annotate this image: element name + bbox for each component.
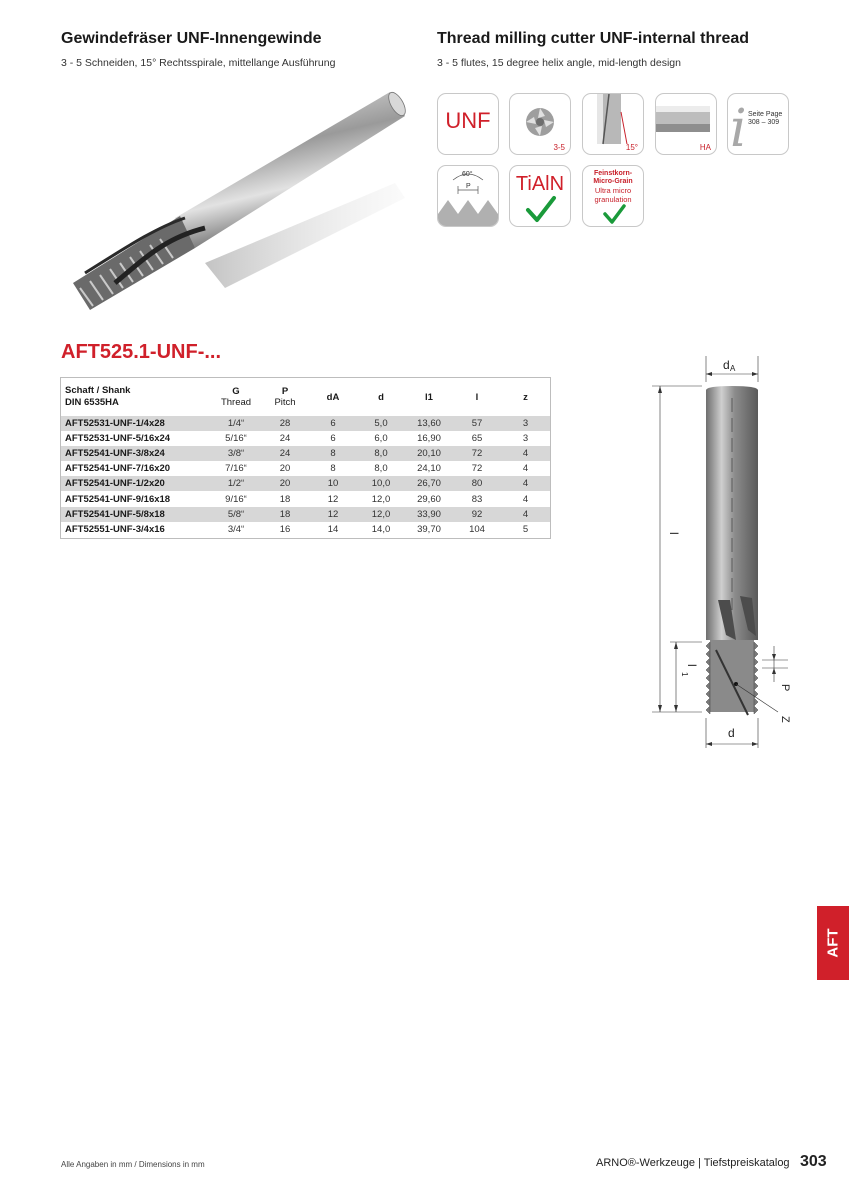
cell-d: 8,0 bbox=[374, 463, 388, 475]
helix-angle-icon: 15° bbox=[582, 93, 644, 155]
cell-p: 20 bbox=[261, 476, 309, 491]
cell-l: 80 bbox=[453, 476, 501, 491]
svg-text:i: i bbox=[730, 99, 747, 156]
cell-d: 8,0 bbox=[357, 446, 405, 461]
cell-l: 57 bbox=[453, 416, 501, 431]
cell-l: 83 bbox=[471, 493, 483, 505]
col-pitch: P Pitch bbox=[274, 386, 296, 408]
subtitle-german: 3 - 5 Schneiden, 15° Rechtsspirale, mittellange Ausführung bbox=[61, 57, 336, 69]
dim-l1-sub: 1 bbox=[680, 672, 689, 677]
dim-da-sub: A bbox=[730, 364, 736, 373]
cell-l1: 20,10 bbox=[405, 446, 453, 461]
dim-d-label: d bbox=[728, 726, 735, 740]
angle-label: 60° bbox=[462, 171, 473, 178]
cell-da: 8 bbox=[309, 446, 357, 461]
cell-da: 12 bbox=[309, 507, 357, 522]
table-row bbox=[61, 522, 550, 537]
cell-d: 12,0 bbox=[357, 507, 405, 522]
subtitle-english: 3 - 5 flutes, 15 degree helix angle, mid-length design bbox=[437, 57, 681, 69]
cell-z: 3 bbox=[522, 433, 529, 445]
cell-da: 14 bbox=[327, 523, 339, 535]
table-row bbox=[61, 491, 550, 506]
cell-z: 4 bbox=[501, 476, 550, 491]
dim-l-label: l bbox=[667, 532, 681, 535]
product-series-title: AFT525.1-UNF-... bbox=[61, 341, 222, 363]
dim-da-label: d bbox=[723, 358, 730, 372]
cell-g: 5/16“ bbox=[225, 433, 247, 445]
footer-catalog-name: ARNO®-Werkzeuge | Tiefstpreiskatalog bbox=[596, 1157, 790, 1169]
unf-standard-icon: UNF bbox=[437, 93, 499, 155]
cell-da: 8 bbox=[330, 463, 336, 475]
thread-profile-icon bbox=[437, 165, 499, 227]
cell-d: 12,0 bbox=[371, 493, 391, 505]
section-tab-aft[interactable]: AFT bbox=[817, 906, 849, 980]
cell-g: 3/4“ bbox=[227, 523, 245, 535]
cell-d: 6,0 bbox=[374, 433, 388, 445]
col-thread: G Thread bbox=[220, 386, 252, 408]
product-table bbox=[60, 377, 551, 539]
cell-name: AFT52531-UNF-1/4x28 bbox=[61, 416, 211, 431]
cell-g: 1/2“ bbox=[211, 476, 261, 491]
cell-p: 28 bbox=[261, 416, 309, 431]
title-english: Thread milling cutter UNF-internal thread bbox=[437, 30, 750, 47]
col-l1: l1 bbox=[425, 391, 433, 403]
dim-l1-label: l bbox=[685, 664, 699, 667]
cell-name: AFT52541-UNF-5/8x18 bbox=[61, 507, 211, 522]
cell-d: 5,0 bbox=[357, 416, 405, 431]
checkmark-icon bbox=[528, 198, 554, 220]
cell-l1: 33,90 bbox=[405, 507, 453, 522]
dim-p-label: P bbox=[779, 684, 791, 692]
page-number: 303 bbox=[800, 1153, 827, 1170]
footer-dimensions-note: Alle Angaben in mm / Dimensions in mm bbox=[61, 1160, 205, 1169]
cell-z: 3 bbox=[501, 416, 550, 431]
table-row bbox=[61, 507, 550, 522]
table-row bbox=[61, 461, 550, 476]
cell-l1: 26,70 bbox=[405, 476, 453, 491]
cell-z: 4 bbox=[501, 446, 550, 461]
title-german: Gewindefräser UNF-Innengewinde bbox=[61, 30, 322, 47]
cell-l1: 13,60 bbox=[405, 416, 453, 431]
cell-p: 18 bbox=[279, 493, 291, 505]
cell-da: 12 bbox=[327, 493, 339, 505]
cell-name: AFT52531-UNF-5/16x24 bbox=[65, 433, 171, 445]
table-header-row bbox=[61, 378, 550, 416]
cell-l: 65 bbox=[471, 433, 483, 445]
tool-photo bbox=[55, 88, 415, 318]
cell-z: 4 bbox=[522, 493, 529, 505]
cell-l1: 39,70 bbox=[417, 523, 441, 535]
cell-z: 5 bbox=[522, 523, 529, 535]
cell-l: 104 bbox=[469, 523, 485, 535]
dim-z-label: Z bbox=[779, 716, 791, 723]
coating-icon: TiAlN bbox=[509, 165, 571, 227]
cell-name: AFT52541-UNF-3/8x24 bbox=[61, 446, 211, 461]
col-l: l bbox=[475, 391, 479, 403]
cell-d: 14,0 bbox=[371, 523, 391, 535]
cell-p: 24 bbox=[279, 433, 291, 445]
technical-drawing bbox=[640, 350, 840, 760]
cell-l: 72 bbox=[453, 446, 501, 461]
col-da: dA bbox=[326, 391, 340, 403]
cell-g: 5/8“ bbox=[211, 507, 261, 522]
cell-p: 24 bbox=[261, 446, 309, 461]
cell-l1: 16,90 bbox=[417, 433, 441, 445]
cell-g: 9/16“ bbox=[225, 493, 247, 505]
cell-z: 4 bbox=[522, 463, 529, 475]
cell-da: 6 bbox=[330, 433, 336, 445]
micro-grain-icon: Feinstkorn- Micro-Grain Ultra micro granulation bbox=[582, 165, 644, 227]
info-page-icon: i Seite Page 308 – 309 bbox=[727, 93, 789, 155]
col-shank: Schaft / Shank DIN 6535HA bbox=[65, 385, 131, 408]
cell-name: AFT52541-UNF-9/16x18 bbox=[65, 493, 171, 505]
shank-ha-icon: HA bbox=[655, 93, 717, 155]
cell-l1: 29,60 bbox=[417, 493, 441, 505]
cell-name: AFT52541-UNF-1/2x20 bbox=[61, 476, 211, 491]
cell-l: 92 bbox=[453, 507, 501, 522]
cell-l1: 24,10 bbox=[417, 463, 441, 475]
cell-g: 3/8“ bbox=[211, 446, 261, 461]
cell-d: 10,0 bbox=[357, 476, 405, 491]
cell-z: 4 bbox=[501, 507, 550, 522]
flutes-icon: 3-5 bbox=[509, 93, 571, 155]
table-row bbox=[61, 416, 550, 431]
cell-name: AFT52541-UNF-7/16x20 bbox=[65, 463, 171, 475]
table-row bbox=[61, 446, 550, 461]
checkmark-icon bbox=[605, 206, 624, 222]
cell-g: 1/4“ bbox=[211, 416, 261, 431]
table-row bbox=[61, 476, 550, 491]
cell-da: 10 bbox=[309, 476, 357, 491]
cell-p: 18 bbox=[261, 507, 309, 522]
col-d: d bbox=[378, 391, 384, 403]
cell-da: 6 bbox=[309, 416, 357, 431]
pitch-label: P bbox=[466, 183, 471, 190]
cell-p: 16 bbox=[279, 523, 291, 535]
cell-g: 7/16“ bbox=[225, 463, 247, 475]
cell-name: AFT52551-UNF-3/4x16 bbox=[65, 523, 165, 535]
cell-p: 20 bbox=[279, 463, 291, 475]
col-z: z bbox=[523, 391, 528, 403]
cell-l: 72 bbox=[471, 463, 483, 475]
table-row bbox=[61, 431, 550, 446]
